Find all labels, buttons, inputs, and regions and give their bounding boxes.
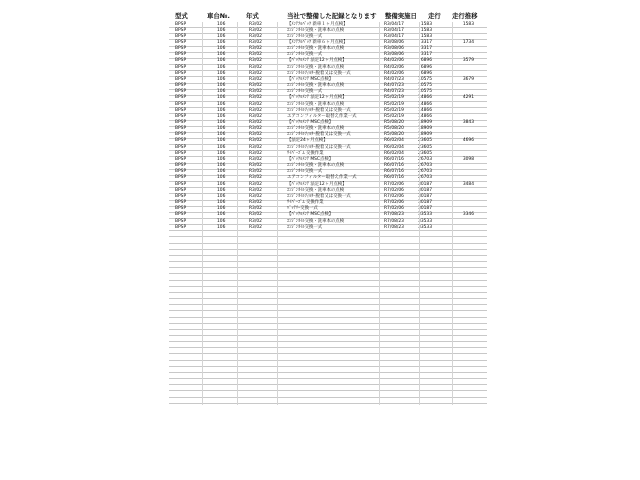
cell-mileage-change: 4291	[462, 95, 474, 101]
cell-date: R6/07/16	[384, 169, 404, 175]
cell-vehicle-no: 106	[217, 21, 226, 27]
column-divider	[202, 22, 203, 405]
cell-type: BPSP	[175, 175, 187, 181]
cell-vehicle-no: 106	[217, 83, 226, 89]
cell-year: R3/02	[249, 181, 262, 187]
cell-description: ｴﾝｼﾞﾝｵｲﾙ交換一式	[287, 169, 323, 175]
cell-description: ｴﾝｼﾞﾝｵｲﾙ交換一式	[287, 52, 323, 58]
cell-description: 【ﾊﾟｯｸﾙﾒﾝﾃ 法定12ヶ月点検】	[287, 181, 347, 187]
cell-description: ｴﾝｼﾞﾝｵｲﾙ交換・洗車本の点検	[287, 101, 345, 107]
cell-mileage: 6896	[420, 58, 432, 64]
cell-year: R3/02	[249, 33, 262, 39]
cell-type: BPSP	[175, 83, 187, 89]
cell-date: R3/04/17	[384, 21, 404, 27]
cell-date: R3/08/06	[384, 39, 404, 45]
cell-date: R4/02/06	[384, 58, 404, 64]
cell-date: R7/02/06	[384, 187, 404, 193]
cell-year: R3/02	[249, 224, 262, 230]
cell-mileage: 33533	[418, 212, 432, 218]
column-divider	[419, 22, 420, 405]
cell-mileage: 6896	[420, 64, 432, 70]
header-mileage: 走行	[428, 12, 441, 20]
cell-year: R3/02	[249, 120, 262, 125]
cell-type: BPSP	[175, 206, 187, 212]
cell-mileage: 10575	[418, 89, 432, 95]
cell-vehicle-no: 106	[217, 107, 226, 113]
cell-year: R3/02	[249, 70, 262, 76]
cell-year: R3/02	[249, 218, 262, 224]
cell-date: R6/07/16	[384, 156, 404, 162]
cell-description: ｴﾝｼﾞﾝｵｲﾙ交換・洗車本の点検	[287, 187, 345, 193]
cell-description: 【ﾒﾝﾃﾌﾙﾊﾟｯｸ 新車１ヶ月点検】	[287, 21, 348, 27]
cell-mileage: 23605	[418, 144, 432, 150]
cell-type: BPSP	[175, 218, 187, 224]
cell-date: R5/08/20	[384, 132, 404, 138]
cell-year: R3/02	[249, 89, 262, 95]
cell-date: R4/07/23	[384, 89, 404, 95]
cell-vehicle-no: 106	[217, 169, 226, 175]
cell-mileage: 14866	[418, 95, 432, 101]
cell-vehicle-no: 106	[217, 144, 226, 150]
cell-mileage: 1583	[420, 27, 432, 33]
cell-date: R7/02/06	[384, 206, 404, 212]
cell-type: BPSP	[175, 107, 187, 113]
cell-type: BPSP	[175, 132, 187, 138]
cell-vehicle-no: 106	[217, 206, 226, 212]
cell-date: R3/08/06	[384, 52, 404, 58]
cell-vehicle-no: 106	[217, 163, 226, 169]
cell-description: ｴﾝｼﾞﾝｵｲﾙ交換・洗車本の点検	[287, 83, 345, 89]
empty-row	[169, 398, 487, 404]
cell-mileage-change: 3843	[462, 120, 474, 125]
cell-date: R5/02/19	[384, 113, 404, 119]
empty-rows	[169, 231, 487, 403]
cell-vehicle-no: 106	[217, 138, 226, 144]
cell-date: R6/02/04	[384, 150, 404, 156]
cell-date: R7/08/23	[384, 212, 404, 218]
cell-description: ｴﾝｼﾞﾝｵｲﾙ交換・洗車本の点検	[287, 46, 345, 52]
cell-mileage: 30187	[418, 200, 432, 206]
cell-description: ﾊﾞｯﾃﾘｰ交換一式	[287, 206, 318, 212]
cell-description: エアコンフィルター取替え作業一式	[287, 175, 357, 181]
header-type: 型式	[175, 12, 188, 20]
cell-type: BPSP	[175, 150, 187, 156]
cell-mileage: 18909	[418, 132, 432, 138]
cell-mileage: 26703	[418, 175, 432, 181]
cell-type: BPSP	[175, 200, 187, 206]
cell-type: BPSP	[175, 39, 187, 45]
cell-mileage: 14866	[418, 113, 432, 119]
header-mileage-change: 走行推移	[452, 12, 478, 20]
cell-mileage: 14866	[418, 107, 432, 113]
cell-year: R3/02	[249, 163, 262, 169]
cell-year: R3/02	[249, 21, 262, 27]
cell-year: R3/02	[249, 126, 262, 132]
cell-mileage: 23605	[418, 138, 432, 144]
cell-mileage: 30187	[418, 193, 432, 199]
cell-vehicle-no: 106	[217, 95, 226, 101]
cell-date: R3/08/06	[384, 46, 404, 52]
cell-year: R3/02	[249, 46, 262, 52]
cell-date: R5/02/19	[384, 101, 404, 107]
cell-description: ｴﾝｼﾞﾝｵｲﾙﾌｨﾙﾀｰ脱着又は交換一式	[287, 193, 351, 199]
cell-vehicle-no: 106	[217, 113, 226, 119]
cell-vehicle-no: 106	[217, 212, 226, 218]
cell-type: BPSP	[175, 89, 187, 95]
cell-type: BPSP	[175, 224, 187, 230]
cell-mileage-change: 3579	[462, 58, 474, 64]
cell-mileage: 30187	[418, 181, 432, 187]
cell-vehicle-no: 106	[217, 52, 226, 58]
cell-year: R3/02	[249, 150, 262, 156]
cell-description: 【ﾒﾝﾃﾌﾙﾊﾟｯｸ 新車６ヶ月点検】	[287, 39, 348, 45]
cell-description: 【法定24ヶ月点検】	[287, 138, 328, 144]
cell-mileage: 3317	[420, 46, 432, 52]
cell-description: ｴﾝｼﾞﾝｵｲﾙ交換・洗車本の点検	[287, 218, 345, 224]
cell-vehicle-no: 106	[217, 156, 226, 162]
cell-type: BPSP	[175, 120, 187, 125]
column-divider	[452, 22, 453, 405]
cell-year: R3/02	[249, 206, 262, 212]
cell-description: ｴﾝｼﾞﾝｵｲﾙ交換一式	[287, 224, 323, 230]
cell-vehicle-no: 106	[217, 89, 226, 95]
record-table-body	[169, 22, 487, 231]
cell-type: BPSP	[175, 193, 187, 199]
cell-year: R3/02	[249, 76, 262, 82]
cell-year: R3/02	[249, 200, 262, 206]
cell-mileage: 26703	[418, 163, 432, 169]
cell-mileage: 26703	[418, 169, 432, 175]
header-row	[169, 0, 487, 22]
cell-year: R3/02	[249, 132, 262, 138]
cell-type: BPSP	[175, 181, 187, 187]
cell-date: R4/07/23	[384, 76, 404, 82]
cell-vehicle-no: 106	[217, 120, 226, 125]
cell-vehicle-no: 106	[217, 150, 226, 156]
cell-type: BPSP	[175, 169, 187, 175]
cell-date: R7/08/23	[384, 218, 404, 224]
cell-mileage-change: 3679	[462, 76, 474, 82]
cell-type: BPSP	[175, 33, 187, 39]
cell-mileage: 33533	[418, 218, 432, 224]
cell-mileage: 1583	[420, 33, 432, 39]
cell-description: 【ﾊﾟｯｸﾙﾒﾝﾃ MSC点検】	[287, 156, 334, 162]
cell-mileage-change: 1734	[462, 39, 474, 45]
cell-vehicle-no: 106	[217, 126, 226, 132]
cell-description: ｴﾝｼﾞﾝｵｲﾙﾌｨﾙﾀｰ脱着又は交換一式	[287, 144, 351, 150]
cell-mileage: 3317	[420, 52, 432, 58]
cell-year: R3/02	[249, 156, 262, 162]
cell-description: ｴﾝｼﾞﾝｵｲﾙ交換・洗車本の点検	[287, 163, 345, 169]
cell-year: R3/02	[249, 101, 262, 107]
cell-description: 【ﾊﾟｯｸﾙﾒﾝﾃ 法定12ヶ月点検】	[287, 95, 347, 101]
cell-date: R6/02/04	[384, 144, 404, 150]
cell-mileage-change: 3346	[462, 212, 474, 218]
cell-mileage: 18909	[418, 120, 432, 125]
cell-type: BPSP	[175, 70, 187, 76]
maintenance-record-sheet	[169, 0, 487, 404]
cell-mileage: 3317	[420, 39, 432, 45]
cell-year: R3/02	[249, 52, 262, 58]
cell-description: エアコンフィルター取替え作業一式	[287, 113, 357, 119]
cell-description: 【ﾊﾟｯｸﾙﾒﾝﾃ MSC点検】	[287, 212, 334, 218]
cell-year: R3/02	[249, 64, 262, 70]
cell-vehicle-no: 106	[217, 58, 226, 64]
cell-mileage: 14866	[418, 101, 432, 107]
cell-date: R3/04/17	[384, 33, 404, 39]
cell-description: ｴﾝｼﾞﾝｵｲﾙ交換一式	[287, 33, 323, 39]
cell-date: R5/08/20	[384, 126, 404, 132]
cell-year: R3/02	[249, 175, 262, 181]
cell-vehicle-no: 106	[217, 200, 226, 206]
cell-vehicle-no: 106	[217, 187, 226, 193]
cell-type: BPSP	[175, 156, 187, 162]
header-year: 年式	[246, 12, 259, 20]
cell-type: BPSP	[175, 95, 187, 101]
cell-date: R6/07/16	[384, 163, 404, 169]
cell-type: BPSP	[175, 76, 187, 82]
cell-type: BPSP	[175, 138, 187, 144]
cell-mileage: 18909	[418, 126, 432, 132]
column-divider	[277, 22, 278, 405]
cell-type: BPSP	[175, 187, 187, 193]
cell-description: ｴﾝｼﾞﾝｵｲﾙ交換・洗車本の点検	[287, 27, 345, 33]
header-vehicle-no: 車台№.	[207, 12, 230, 20]
cell-type: BPSP	[175, 64, 187, 70]
cell-mileage-change: 3098	[462, 156, 474, 162]
cell-date: R4/02/06	[384, 64, 404, 70]
cell-year: R3/02	[249, 212, 262, 218]
cell-vehicle-no: 106	[217, 224, 226, 230]
cell-vehicle-no: 106	[217, 27, 226, 33]
cell-date: R6/02/04	[384, 138, 404, 144]
cell-description: ｴﾝｼﾞﾝｵｲﾙ交換・洗車本の点検	[287, 126, 345, 132]
cell-mileage: 33533	[418, 224, 432, 230]
cell-vehicle-no: 106	[217, 193, 226, 199]
cell-year: R3/02	[249, 113, 262, 119]
cell-type: BPSP	[175, 101, 187, 107]
cell-date: R7/02/06	[384, 193, 404, 199]
cell-date: R4/02/06	[384, 70, 404, 76]
cell-type: BPSP	[175, 46, 187, 52]
cell-vehicle-no: 106	[217, 46, 226, 52]
cell-type: BPSP	[175, 113, 187, 119]
cell-mileage: 1583	[420, 21, 432, 27]
cell-description: 【ﾊﾟｯｸﾙﾒﾝﾃ 法定12ヶ月点検】	[287, 58, 347, 64]
cell-vehicle-no: 106	[217, 76, 226, 82]
cell-date: R7/02/06	[384, 200, 404, 206]
cell-type: BPSP	[175, 126, 187, 132]
cell-description: ｴﾝｼﾞﾝｵｲﾙ交換一式	[287, 89, 323, 95]
cell-vehicle-no: 106	[217, 64, 226, 70]
cell-mileage: 10575	[418, 76, 432, 82]
header-record: 当社で整備した記録となります	[287, 12, 377, 20]
cell-type: BPSP	[175, 144, 187, 150]
cell-vehicle-no: 106	[217, 101, 226, 107]
cell-year: R3/02	[249, 193, 262, 199]
cell-date: R6/07/16	[384, 175, 404, 181]
cell-date: R5/02/19	[384, 95, 404, 101]
cell-date: R5/02/19	[384, 107, 404, 113]
cell-year: R3/02	[249, 107, 262, 113]
cell-type: BPSP	[175, 163, 187, 169]
cell-mileage: 10575	[418, 83, 432, 89]
cell-vehicle-no: 106	[217, 132, 226, 138]
cell-year: R3/02	[249, 39, 262, 45]
cell-year: R3/02	[249, 27, 262, 33]
cell-year: R3/02	[249, 83, 262, 89]
cell-mileage-change: 4696	[462, 138, 474, 144]
cell-type: BPSP	[175, 52, 187, 58]
cell-description: ｴﾝｼﾞﾝｵｲﾙ交換・洗車本の点検	[287, 64, 345, 70]
cell-year: R3/02	[249, 187, 262, 193]
cell-date: R5/08/20	[384, 120, 404, 125]
cell-type: BPSP	[175, 21, 187, 27]
cell-description: ｴﾝｼﾞﾝｵｲﾙﾌｨﾙﾀｰ脱着又は交換一式	[287, 132, 351, 138]
cell-year: R3/02	[249, 144, 262, 150]
cell-mileage-change: 1583	[462, 21, 474, 27]
cell-vehicle-no: 106	[217, 218, 226, 224]
header-date: 整備実施日	[385, 12, 417, 20]
cell-description: ﾜｲﾊﾟｰｺﾞﾑ 交換作業	[287, 200, 324, 206]
cell-mileage: 23605	[418, 150, 432, 156]
cell-type: BPSP	[175, 58, 187, 64]
cell-type: BPSP	[175, 212, 187, 218]
cell-mileage: 30187	[418, 206, 432, 212]
cell-description: 【ﾊﾟｯｸﾙﾒﾝﾃ MSC点検】	[287, 76, 334, 82]
cell-date: R4/07/23	[384, 83, 404, 89]
cell-year: R3/02	[249, 138, 262, 144]
cell-date: R7/02/06	[384, 181, 404, 187]
cell-mileage: 26703	[418, 156, 432, 162]
cell-description: ﾜｲﾊﾟｰｺﾞﾑ 交換作業	[287, 150, 324, 156]
cell-vehicle-no: 106	[217, 33, 226, 39]
cell-date: R3/04/17	[384, 27, 404, 33]
cell-type: BPSP	[175, 27, 187, 33]
cell-mileage-change: 3484	[462, 181, 474, 187]
cell-year: R3/02	[249, 95, 262, 101]
cell-description: ｴﾝｼﾞﾝｵｲﾙﾌｨﾙﾀｰ脱着又は交換一式	[287, 70, 351, 76]
cell-vehicle-no: 106	[217, 70, 226, 76]
cell-mileage: 6896	[420, 70, 432, 76]
cell-mileage: 30187	[418, 187, 432, 193]
cell-vehicle-no: 106	[217, 175, 226, 181]
column-divider	[237, 22, 238, 405]
cell-date: R7/08/23	[384, 224, 404, 230]
column-divider	[379, 22, 380, 405]
cell-description: ｴﾝｼﾞﾝｵｲﾙﾌｨﾙﾀｰ脱着又は交換一式	[287, 107, 351, 113]
cell-year: R3/02	[249, 58, 262, 64]
cell-vehicle-no: 106	[217, 39, 226, 45]
cell-vehicle-no: 106	[217, 181, 226, 187]
cell-description: 【ﾊﾟｯｸﾙﾒﾝﾃ MSC点検】	[287, 120, 334, 125]
cell-year: R3/02	[249, 169, 262, 175]
